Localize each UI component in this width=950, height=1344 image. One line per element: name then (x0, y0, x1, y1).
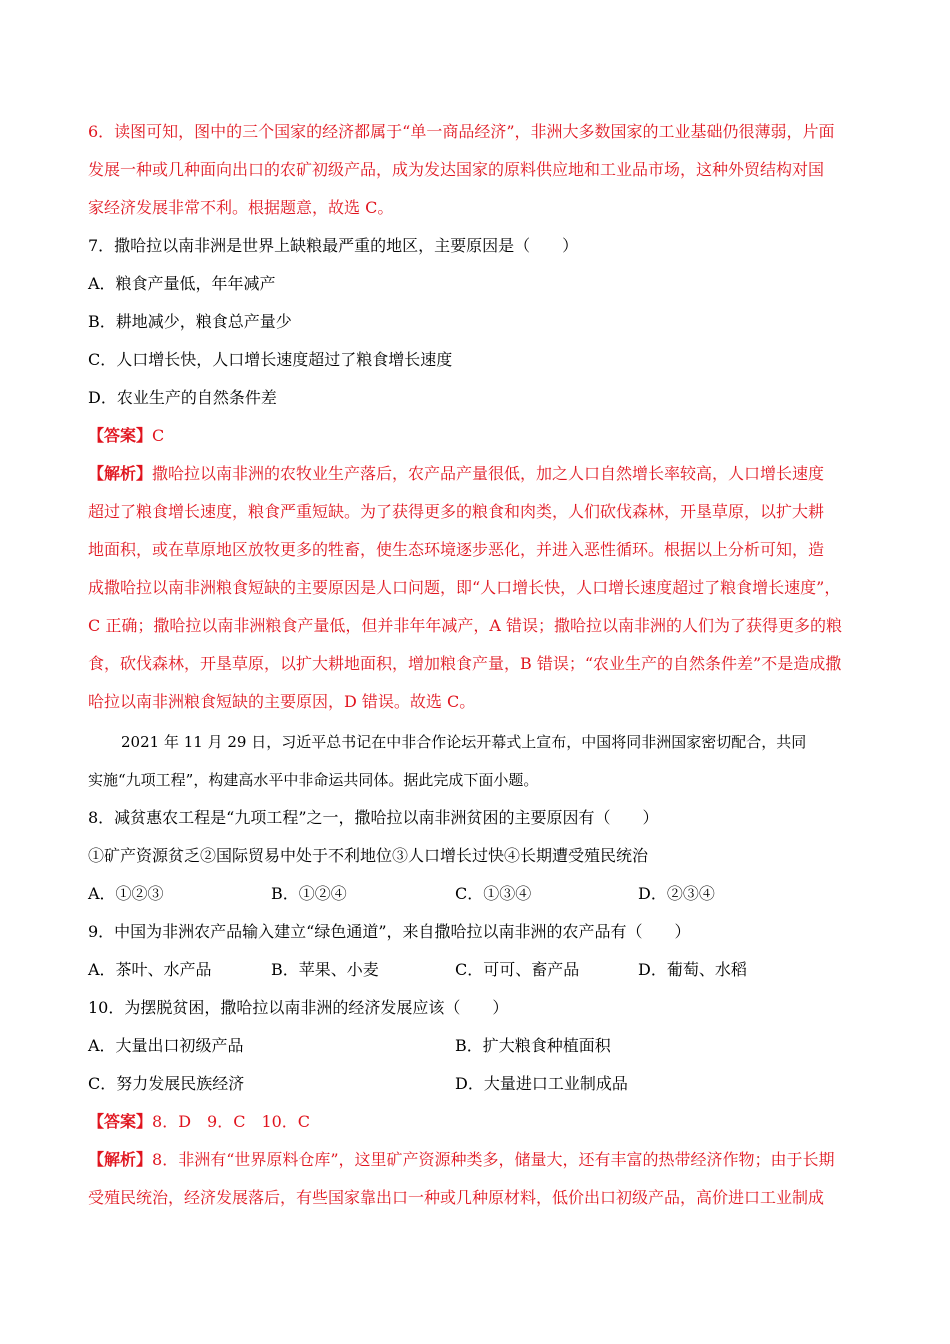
q7-analysis-line-2: 超过了粮食增长速度，粮食严重短缺。为了获得更多的粮食和肉类，人们砍伐森林，开垦草原，以扩大耕 (88, 502, 825, 521)
q8-option-a: A．①②③ (88, 884, 164, 903)
analysis-label: 【解析】 (88, 1150, 153, 1169)
q7-option-d: D．农业生产的自然条件差 (88, 388, 277, 407)
q6-explanation-line-1: 6．读图可知，图中的三个国家的经济都属于“单一商品经济”，非洲大多数国家的工业基础仍很薄弱，片面 (88, 122, 835, 141)
q7-analysis-line-5: C 正确；撒哈拉以南非洲粮食产量低，但并非年年减产，A 错误；撒哈拉以南非洲的人们为了获得更多的粮 (88, 616, 842, 635)
analysis-text: 撒哈拉以南非洲的农牧业生产落后，农产品产量很低，加之人口自然增长率较高，人口增长速度 (152, 464, 825, 483)
q7-analysis-line-3: 地面积，或在草原地区放牧更多的牲畜，使生态环境逐步恶化，并进入恶性循环。根据以上分析可知，造 (88, 540, 825, 559)
analysis-label: 【解析】 (88, 464, 153, 483)
answer-value: 8．D 9．C 10．C (152, 1112, 311, 1131)
q8-option-b: B．①②④ (271, 884, 347, 903)
q7-option-b: B．耕地减少，粮食总产量少 (88, 312, 292, 331)
answer-value: C (152, 426, 165, 445)
q10-option-c: C．努力发展民族经济 (88, 1074, 245, 1093)
answer-label: 【答案】 (88, 1112, 153, 1131)
intro-line-1: 2021 年 11 月 29 日，习近平总书记在中非合作论坛开幕式上宣布，中国将同非洲国家密切配合，共同 (121, 733, 807, 751)
group-analysis-line-2: 受殖民统治，经济发展落后，有些国家靠出口一种或几种原材料，低价出口初级产品，高价进口工业制成 (88, 1188, 825, 1207)
q7-analysis-line-6: 食，砍伐森林，开垦草原，以扩大耕地面积，增加粮食产量，B 错误；“农业生产的自然条件差”不是造成撒 (88, 654, 842, 673)
q8-items: ①矿产资源贫乏②国际贸易中处于不利地位③人口增长过快④长期遭受殖民统治 (88, 846, 649, 865)
q7-stem: 7．撒哈拉以南非洲是世界上缺粮最严重的地区，主要原因是（ ） (88, 236, 579, 255)
q10-stem: 10．为摆脱贫困，撒哈拉以南非洲的经济发展应该（ ） (88, 998, 509, 1017)
q7-answer (88, 426, 164, 446)
q9-option-a: A．茶叶、水产品 (88, 960, 212, 979)
q9-option-c: C．可可、畜产品 (455, 960, 580, 979)
group-analysis-line-1 (88, 1150, 835, 1170)
q8-option-c: C．①③④ (455, 884, 532, 903)
q10-option-a: A．大量出口初级产品 (88, 1036, 244, 1055)
answer-label: 【答案】 (88, 426, 153, 445)
q7-analysis-line-1 (88, 464, 824, 484)
q8-stem: 8．减贫惠农工程是“九项工程”之一，撒哈拉以南非洲贫困的主要原因有（ ） (88, 808, 659, 827)
q7-option-a: A．粮食产量低，年年减产 (88, 274, 276, 293)
q7-analysis-line-4: 成撒哈拉以南非洲粮食短缺的主要原因是人口问题，即“人口增长快，人口增长速度超过了粮食增长速度”， (88, 578, 841, 597)
q10-option-b: B．扩大粮食种植面积 (455, 1036, 611, 1055)
q7-option-c: C．人口增长快，人口增长速度超过了粮食增长速度 (88, 350, 453, 369)
group-answer (88, 1112, 310, 1132)
q6-explanation-line-2: 发展一种或几种面向出口的农矿初级产品，成为发达国家的原料供应地和工业品市场，这种外贸结构对国 (88, 160, 825, 179)
q9-option-b: B．苹果、小麦 (271, 960, 379, 979)
analysis-text: 8．非洲有“世界原料仓库”，这里矿产资源种类多，储量大，还有丰富的热带经济作物；由于长期 (152, 1150, 835, 1169)
q9-stem: 9．中国为非洲农产品输入建立“绿色通道”，来自撒哈拉以南非洲的农产品有（ ） (88, 922, 691, 941)
intro-line-2: 实施“九项工程”，构建高水平中非命运共同体。据此完成下面小题。 (88, 771, 539, 789)
q8-option-d: D．②③④ (638, 884, 715, 903)
q7-analysis-line-7: 哈拉以南非洲粮食短缺的主要原因，D 错误。故选 C。 (88, 692, 476, 711)
q9-option-d: D．葡萄、水稻 (638, 960, 747, 979)
q6-explanation-line-3: 家经济发展非常不利。根据题意，故选 C。 (88, 198, 394, 217)
q10-option-d: D．大量进口工业制成品 (455, 1074, 628, 1093)
